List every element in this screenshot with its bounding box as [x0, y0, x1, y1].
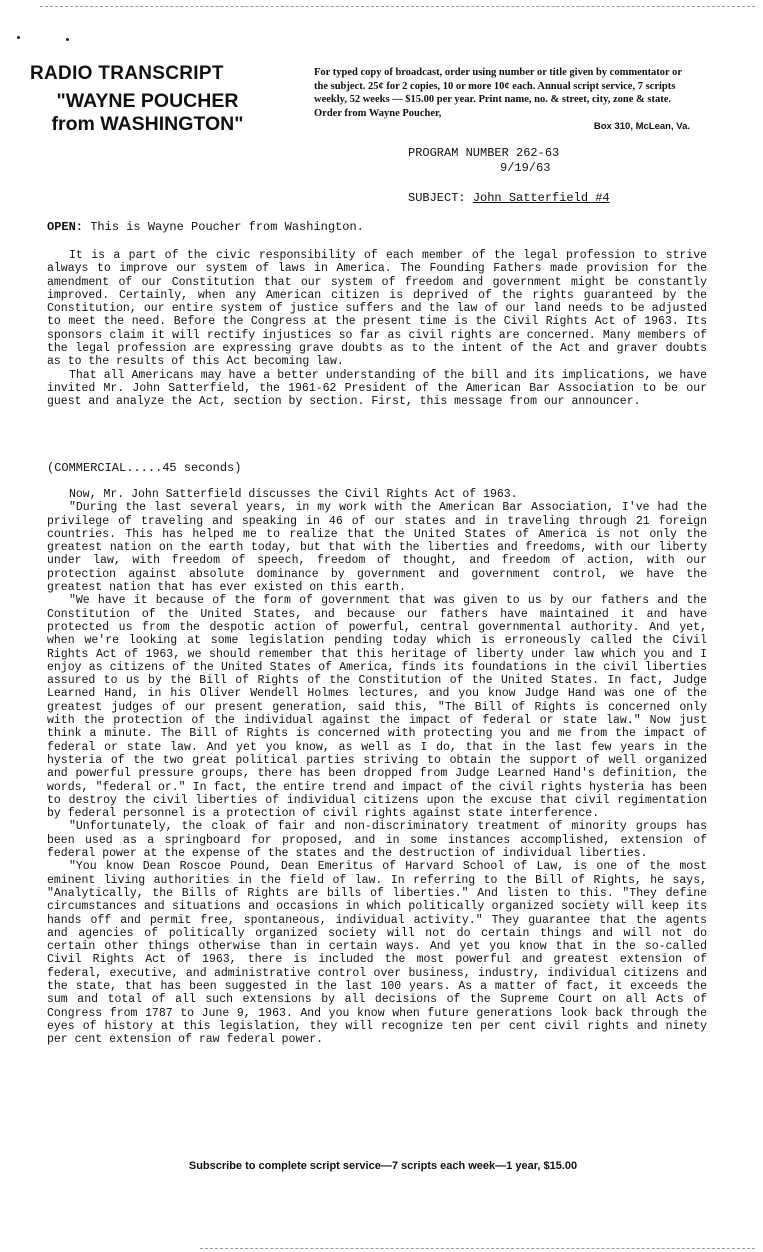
- top-dashed-rule: [40, 6, 755, 7]
- subject-value: John Satterfield #4: [472, 191, 610, 205]
- paragraph: It is a part of the civic responsibility of each member of the legal profession to strive always to improve our system of laws in America. The Founding Fathers made provision for the amendment of our Constitution that our system of freedom and government might be constantly improved. Certainly, when any American citizen is deprived of the rights guaranteed by the Constitution, our entire system of justice suffers and the law of our land needs to be adjusted to meet the need. Before the Congress at the present time is the Civil Rights Act of 1963. Its sponsors claim it will rectify injustices so far as civil rights are concerned. Many members of the legal profession are expressing grave doubts as to the intent of the Act and graver doubts as to the results of this Act becoming law.: [47, 249, 707, 369]
- masthead-title: RADIO TRANSCRIPT: [30, 63, 224, 84]
- paragraph: "We have it because of the form of government that was given to us by our fathers and the Constitution of the United States, and because our fathers have maintained it and have protected us from the despotic action of powerful, central governmental authority. And yet, when we're looking at some legislation pending today which is erroneously called the Civil Rights Act of 1963, we should remember that this heritage of liberty under law which you and I enjoy as citizens of the United States of America, finds its foundations in the civil liberties assured to us by the Bill of Rights of the Constitution of the United States. In fact, Judge Learned Hand, in his Oliver Wendell Holmes lectures, and you know Judge Hand was one of the greatest judges of our present generation, said this, "The Bill of Rights is concerned only with the protection of the individual against the impact of federal or state law." Now just think a minute. The Bill of Rights is concerned with protecting you and me from the impact of federal or state law. And yet you know, as well as I do, that in the last few years in the hysteria of the two great political parties striving to obtain the support of well organized and powerful pressure groups, there has been dropped from Judge Learned Hand's definition, the words, "federal or." In fact, the entire trend and impact of the civil rights hysteria has been to destroy the civil liberties of individual citizens upon the excuse that civil regimentation by federal personnel is a protection of civil rights against state interference.: [47, 594, 707, 821]
- punch-mark: [66, 38, 69, 41]
- program-block: [408, 146, 559, 176]
- bottom-dashed-rule: [200, 1248, 755, 1249]
- intro-section: [47, 249, 707, 409]
- paragraph: That all Americans may have a better understanding of the bill and its implications, we have invited Mr. John Satterfield, the 1961-62 President of the American Bar Association to be our guest and analyze the Act, section by section. First, this message from our announcer.: [47, 368, 707, 409]
- masthead: [30, 62, 290, 136]
- subscription-footer: Subscribe to complete script service—7 scripts each week—1 year, $15.00: [188, 1160, 578, 1172]
- program-number-label: PROGRAM NUMBER: [408, 146, 509, 160]
- order-address: Box 310, McLean, Va.: [593, 121, 690, 132]
- punch-mark: [17, 36, 20, 39]
- masthead-line-1: "WAYNE POUCHER: [56, 90, 239, 112]
- order-notice: [314, 66, 690, 134]
- open-label: OPEN:: [47, 220, 84, 234]
- subject-line: [408, 191, 610, 205]
- program-number: 262-63: [516, 146, 560, 160]
- commercial-cue: (COMMERCIAL.....45 seconds): [47, 461, 242, 475]
- paragraph: "You know Dean Roscoe Pound, Dean Emeritus of Harvard School of Law, is one of the most eminent living authorities in the field of law. In referring to the Bill of Rights, he says, "Analytically, the Bills of Rights are bills of liberties." And listen to this. "They define circumstances and situations and occasions in which politically organized society will keep its hands off and permit free, spontaneous, individual activity." They guarantee that the agents and agencies of politically organized society will not do certain things and will not do certain other things otherwise than in certain ways. And yet you know that in the so-called Civil Rights Act of 1963, there is included the most powerful and greatest extension of federal, executive, and administrative control over business, industry, individual citizens and the state, that has been suggested in the last 100 years. As a matter of fact, it exceeds the sum and total of all such extensions by all decisions of the Supreme Court on all Acts of Congress from 1787 to June 9, 1963. And you know when future generations look back through the eyes of history at this legislation, they will recognize ten per cent civil rights and ninety per cent extension of raw federal power.: [47, 860, 707, 1047]
- paragraph: "Unfortunately, the cloak of fair and non-discriminatory treatment of minority groups has been used as a springboard for proposed, and in some instances accomplished, extension of federal power at the expense of the states and the destruction of individual liberties.: [47, 820, 707, 861]
- subject-label: SUBJECT:: [408, 191, 466, 205]
- program-date: 9/19/63: [500, 161, 551, 175]
- open-line: [47, 220, 364, 234]
- paragraph: "During the last several years, in my work with the American Bar Association, I've had the privilege of traveling and speaking in 46 of our states and in traveling through 21 foreign countries. This has helped me to realize that the United States of America is not only the greatest nation on the earth today, but that with the liberties and freedoms, with our liberty under law, with freedom of speech, freedom of thought, and freedom of action, with our protection against absolute dominance by government and government control, we have the greatest nation that has ever existed on this earth.: [47, 501, 707, 595]
- masthead-line-2: from WASHINGTON": [51, 113, 244, 135]
- transcript-body: [47, 488, 707, 1046]
- paragraph: Now, Mr. John Satterfield discusses the Civil Rights Act of 1963.: [69, 488, 518, 501]
- open-text: This is Wayne Poucher from Washington.: [90, 220, 364, 234]
- order-notice-text: For typed copy of broadcast, order using number or title given by commentator or the subject. 25¢ for 2 copies, 10 or more 10¢ each. Annual script service, 7 scripts weekly, 52 weeks — $15.00 per year. Print name, no. & street, city, zone & state. Order from Wayne Poucher,: [314, 67, 682, 119]
